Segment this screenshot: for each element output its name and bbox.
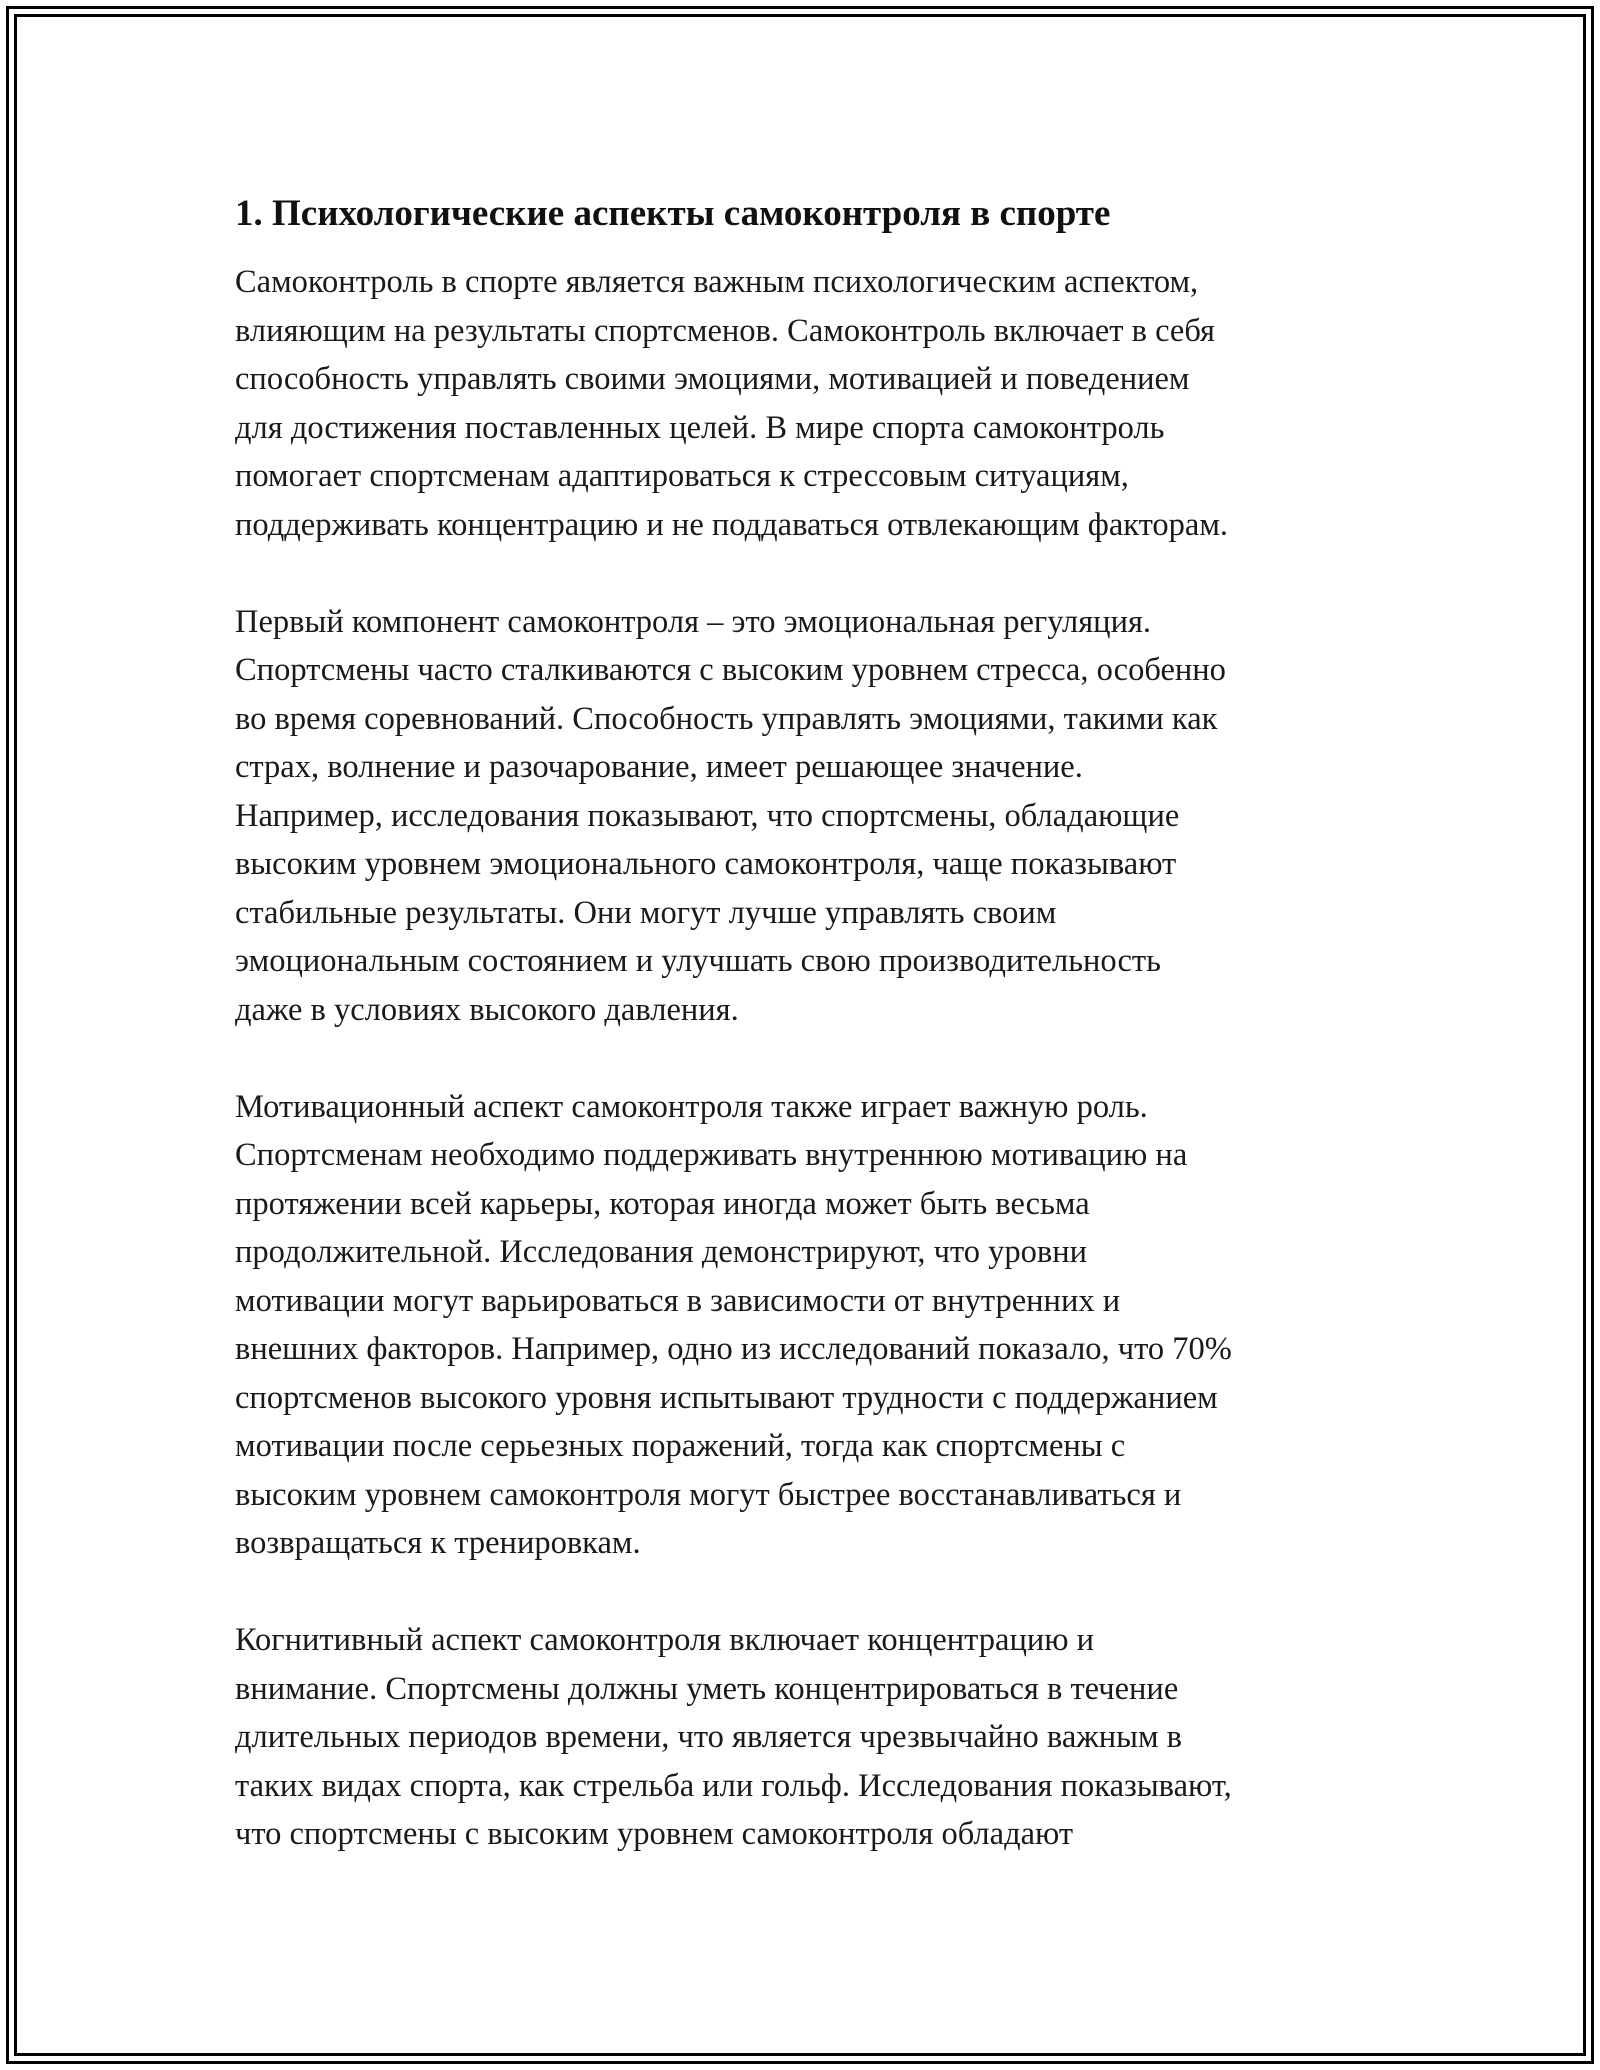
paragraph-cognitive: [235, 1616, 1375, 1859]
text-line: что спортсмены с высоким уровнем самоконтроля обладают: [235, 1816, 1074, 1852]
text-line: помогает спортсменам адаптироваться к стрессовым ситуациям,: [235, 458, 1129, 494]
text-line: Первый компонент самоконтроля – это эмоциональная регуляция.: [235, 603, 1152, 640]
text-line: во время соревнований. Способность управлять эмоциями, такими как: [235, 700, 1218, 737]
text-line: внешних факторов. Например, одно из исследований показало, что 70%: [235, 1331, 1232, 1367]
text-line: даже в условиях высокого давления.: [235, 991, 739, 1028]
text-line: мотивации после серьезных поражений, тогда как спортсмены с: [235, 1428, 1126, 1464]
paragraph-intro: [235, 258, 1375, 549]
text-line: Мотивационный аспект самоконтроля также играет важную роль.: [235, 1088, 1148, 1125]
text-line: Самоконтроль в спорте является важным психологическим аспектом,: [235, 264, 1199, 300]
paragraph-emotional-regulation: [235, 598, 1375, 1035]
document-body: [235, 188, 1375, 1907]
text-line: протяжении всей карьеры, которая иногда может быть весьма: [235, 1185, 1090, 1222]
text-line: Например, исследования показывают, что спортсмены, обладающие: [235, 797, 1180, 834]
text-line: длительных периодов времени, что является чрезвычайно важным в: [235, 1719, 1182, 1755]
text-line: влияющим на результаты спортсменов. Самоконтроль включает в себя: [235, 312, 1215, 349]
text-line: способность управлять своими эмоциями, мотивацией и поведением: [235, 361, 1190, 397]
text-line: мотивации могут варьироваться в зависимости от внутренних и: [235, 1282, 1121, 1319]
text-line: Когнитивный аспект самоконтроля включает концентрацию и: [235, 1622, 1095, 1658]
text-line: высоким уровнем эмоционального самоконтроля, чаще показывают: [235, 846, 1177, 882]
text-line: эмоциональным состоянием и улучшать свою производительность: [235, 943, 1161, 979]
paragraph-motivation: [235, 1083, 1375, 1568]
text-line: для достижения поставленных целей. В мире спорта самоконтроль: [235, 409, 1165, 446]
text-line: страх, волнение и разочарование, имеет решающее значение.: [235, 749, 1083, 785]
text-line: продолжительной. Исследования демонстрируют, что уровни: [235, 1234, 1087, 1270]
text-line: стабильные результаты. Они могут лучше управлять своим: [235, 894, 1057, 931]
text-line: спортсменов высокого уровня испытывают трудности с поддержанием: [235, 1379, 1218, 1416]
text-line: внимание. Спортсмены должны уметь концентрироваться в течение: [235, 1670, 1179, 1707]
text-line: возвращаться к тренировкам.: [235, 1525, 641, 1561]
text-line: таких видах спорта, как стрельба или гольф. Исследования показывают,: [235, 1767, 1232, 1804]
text-line: высоким уровнем самоконтроля могут быстрее восстанавливаться и: [235, 1476, 1182, 1513]
text-line: Спортсменам необходимо поддерживать внутреннюю мотивацию на: [235, 1137, 1188, 1173]
text-line: Спортсмены часто сталкиваются с высоким уровнем стресса, особенно: [235, 652, 1226, 688]
text-line: поддерживать концентрацию и не поддаваться отвлекающим факторам.: [235, 506, 1229, 543]
section-heading: 1. Психологические аспекты самоконтроля в спорте: [235, 193, 1111, 234]
